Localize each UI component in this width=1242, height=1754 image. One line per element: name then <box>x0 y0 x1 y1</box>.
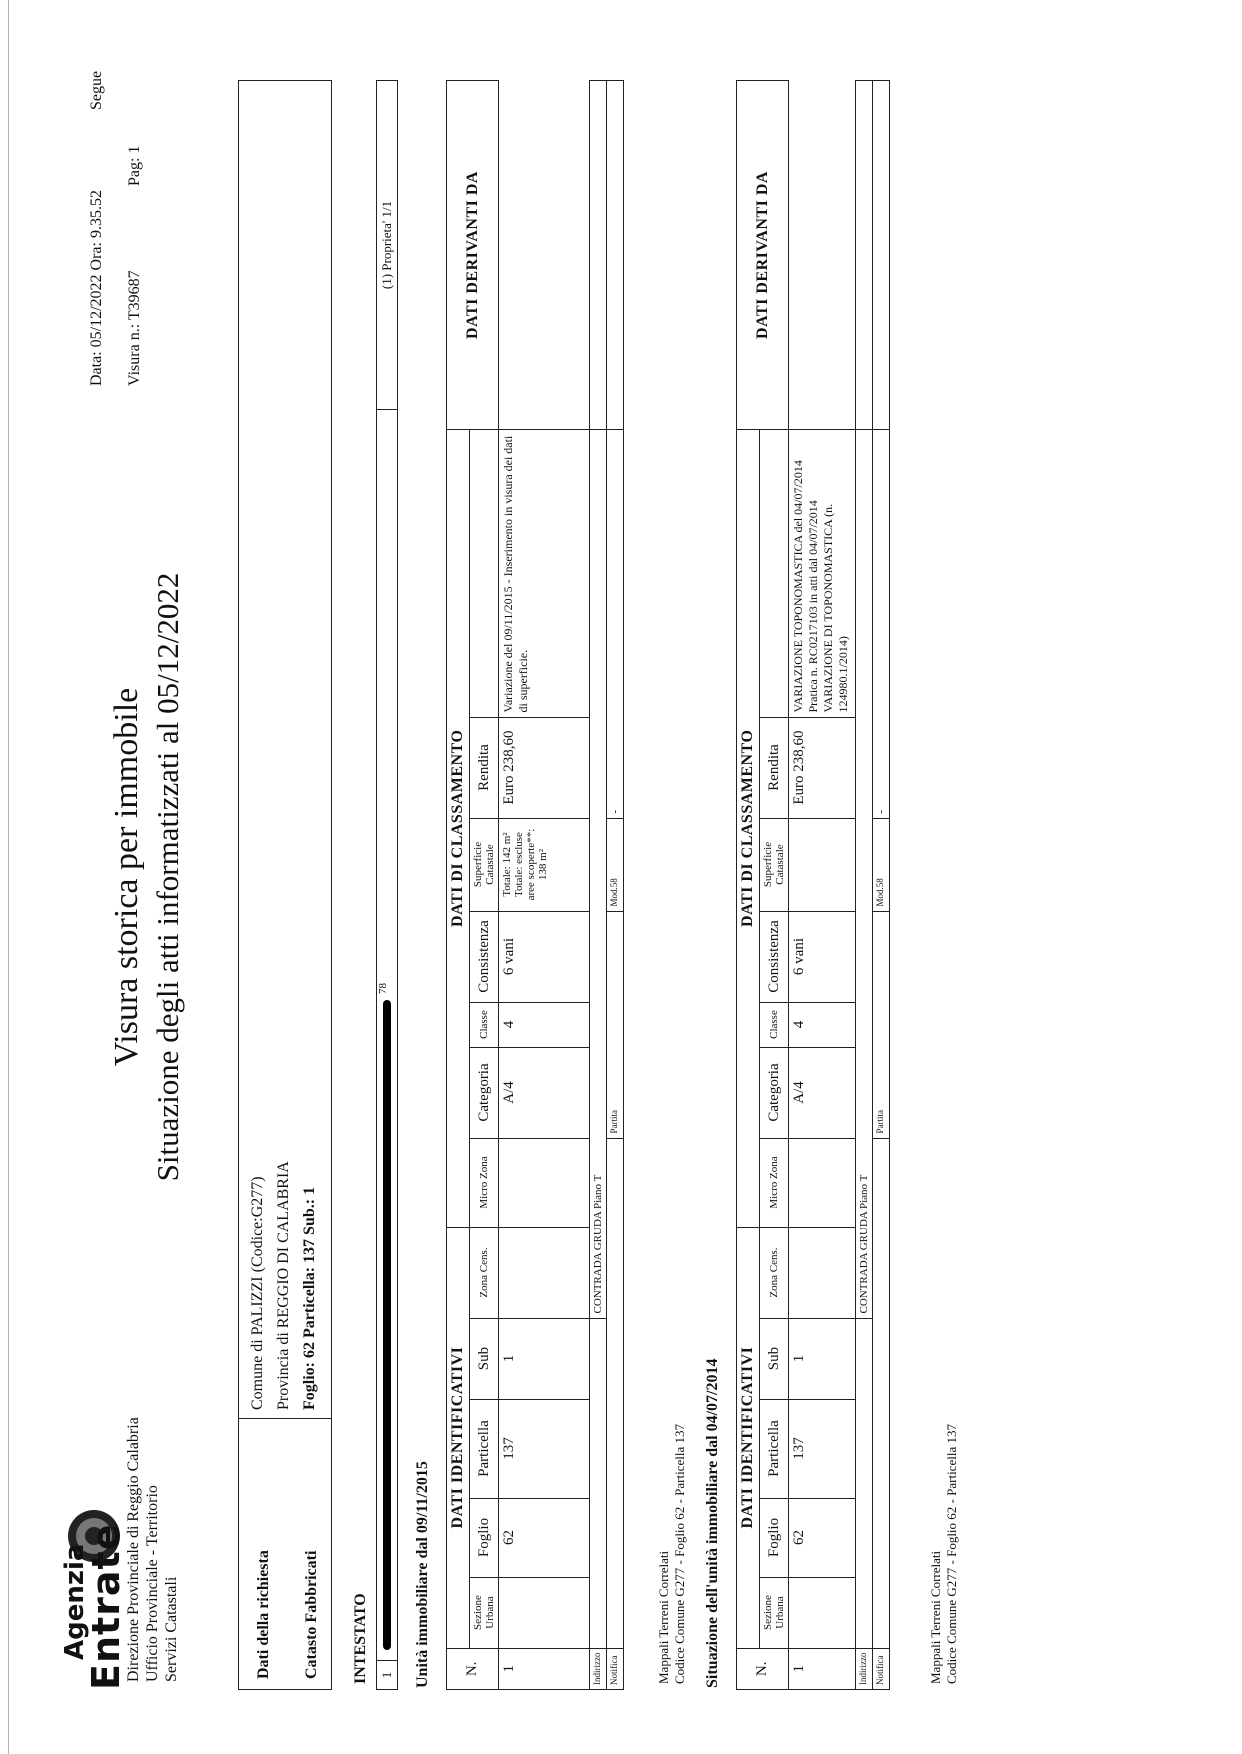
indirizzo-label-2: Indirizzo <box>856 1648 873 1689</box>
row-categoria-2: A/4 <box>789 1047 856 1138</box>
office-line-3: Servizi Catastali <box>163 1576 180 1682</box>
group-dati-derivanti: DATI DERIVANTI DA <box>447 81 499 430</box>
indirizzo-blank <box>590 81 607 430</box>
intestato-name-cell <box>377 410 398 1661</box>
mappali-value-2: Codice Comune G277 - Foglio 62 - Particella 137 <box>944 1424 959 1684</box>
col-particella: Particella <box>470 1399 499 1498</box>
col-rendita-2: Rendita <box>760 717 789 818</box>
group-dati-identificativi-2: DATI IDENTIFICATIVI <box>737 1227 760 1648</box>
group-dati-classamento-2: DATI DI CLASSAMENTO <box>737 430 760 1228</box>
col-micro-2: Micro Zona <box>760 1138 789 1227</box>
indirizzo-spacer <box>590 1318 607 1648</box>
col-foglio-2: Foglio <box>760 1498 789 1577</box>
col-particella-2: Particella <box>760 1399 789 1498</box>
intestato-row-number: 1 <box>377 1661 398 1690</box>
row-rendita: Euro 238,60 <box>499 717 590 818</box>
request-label: Dati della richiesta <box>255 1550 272 1679</box>
row-derivanti: Variazione del 09/11/2015 - Inserimento in visura dei dati di superficie. <box>499 430 590 718</box>
row-derivanti-2: VARIAZIONE TOPONOMASTICA del 04/07/2014 Pratica n. RC0217103 in atti dal 04/07/2014 VARIAZIONE DI TOPONOMASTICA (n. 124980.1/2014) <box>789 430 856 718</box>
col-n: N. <box>447 1648 499 1689</box>
mappali-title-1: Mappali Terreni Correlati <box>656 1550 671 1684</box>
mod-label-2: Mod.58 <box>873 818 890 911</box>
scan-edge-line <box>8 0 9 1754</box>
provincia: Provincia di REGGIO DI CALABRIA <box>275 1161 292 1410</box>
row-n-2: 1 <box>789 1648 856 1689</box>
mod-label: Mod.58 <box>607 818 624 911</box>
indirizzo-value-2: CONTRADA GRUDA Piano T <box>856 430 873 1319</box>
col-superficie: Superficie Catastale <box>470 818 499 911</box>
row-categoria: A/4 <box>499 1047 590 1138</box>
notifica-value: - <box>607 430 624 819</box>
row-classe: 4 <box>499 1002 590 1047</box>
group-dati-derivanti-2: DATI DERIVANTI DA <box>737 81 789 430</box>
indirizzo-blank-2 <box>856 81 873 430</box>
intestato-right-cell: (1) Proprieta' 1/1 <box>377 81 398 410</box>
indirizzo-label: Indirizzo <box>590 1648 607 1689</box>
group-dati-classamento: DATI DI CLASSAMENTO <box>447 430 470 1228</box>
col-zona-2: Zona Cens. <box>760 1227 789 1318</box>
mappali-title-2: Mappali Terreni Correlati <box>928 1550 943 1684</box>
col-categoria: Categoria <box>470 1047 499 1138</box>
request-label-cell <box>239 1419 332 1690</box>
indirizzo-value: CONTRADA GRUDA Piano T <box>590 430 607 1319</box>
col-zona: Zona Cens. <box>470 1227 499 1318</box>
row-classe-2: 4 <box>789 1002 856 1047</box>
row-micro-2 <box>789 1138 856 1227</box>
row-particella: 137 <box>499 1399 590 1498</box>
col-foglio: Foglio <box>470 1498 499 1577</box>
group-dati-identificativi: DATI IDENTIFICATIVI <box>447 1227 470 1648</box>
logo-text-agenzia: Agenzia <box>60 1543 90 1660</box>
section2-table <box>736 80 890 1690</box>
notifica-blank-2 <box>873 81 890 430</box>
col-n-2: N. <box>737 1648 789 1689</box>
row-superficie: Totale: 142 m² Totale: escluse aree scoperte**: 138 m² <box>499 818 590 911</box>
visura-number: Visura n.: T39687 <box>126 270 143 386</box>
row-sezione <box>499 1577 590 1648</box>
col-sezione: Sezione Urbana <box>470 1577 499 1648</box>
foglio-particella-sub: Foglio: 62 Particella: 137 Sub.: 1 <box>301 1186 318 1410</box>
intestato-name-suffix: 78 <box>377 983 389 994</box>
col-superficie-2: Superficie Catastale <box>760 818 789 911</box>
col-micro: Micro Zona <box>470 1138 499 1227</box>
col-categoria-2: Categoria <box>760 1047 789 1138</box>
date-time: Data: 05/12/2022 Ora: 9.35.52 <box>88 190 105 386</box>
col-sub: Sub <box>470 1318 499 1399</box>
partita-label-2: Partita <box>873 911 890 1138</box>
redaction-bar <box>383 1000 391 1650</box>
row-consistenza-2: 6 vani <box>789 911 856 1002</box>
col-classe-2: Classe <box>760 1002 789 1047</box>
intestato-table <box>376 80 398 1690</box>
intestato-heading: INTESTATO <box>352 1593 369 1684</box>
notifica-value-2: - <box>873 430 890 819</box>
row-foglio-2: 62 <box>789 1498 856 1577</box>
request-values-cell <box>239 81 332 1419</box>
request-box <box>238 80 332 1690</box>
section1-table <box>446 80 624 1690</box>
col-consistenza: Consistenza <box>470 911 499 1002</box>
catasto-label: Catasto Fabbricati <box>303 1550 320 1679</box>
row-particella-2: 137 <box>789 1399 856 1498</box>
row-superficie-2 <box>789 818 856 911</box>
page-title: Visura storica per immobile <box>108 687 145 1067</box>
row-n: 1 <box>499 1648 590 1689</box>
segue-label: Segue <box>88 70 105 110</box>
row-micro <box>499 1138 590 1227</box>
notifica-spacer <box>607 1138 624 1648</box>
col-sezione-2: Sezione Urbana <box>760 1577 789 1648</box>
comune: Comune di PALIZZI (Codice:G277) <box>249 1176 266 1410</box>
row-rendita-2: Euro 238,60 <box>789 717 856 818</box>
row-zona-2 <box>789 1227 856 1318</box>
indirizzo-spacer-2 <box>856 1318 873 1648</box>
col-consistenza-2: Consistenza <box>760 911 789 1002</box>
section2-heading: Situazione dell'unità immobiliare dal 04/07/2014 <box>704 1358 721 1688</box>
table-row <box>499 81 590 1690</box>
notifica-blank <box>607 81 624 430</box>
section1-heading: Unità immobiliare dal 09/11/2015 <box>414 1461 431 1688</box>
notifica-label: Notifica <box>607 1648 624 1689</box>
partita-label: Partita <box>607 911 624 1138</box>
mappali-value-1: Codice Comune G277 - Foglio 62 - Particella 137 <box>672 1424 687 1684</box>
col-sub-2: Sub <box>760 1318 789 1399</box>
page-subtitle: Situazione degli atti informatizzati al 05/12/2022 <box>150 572 185 1182</box>
table-row <box>789 81 856 1690</box>
col-rendita: Rendita <box>470 717 499 818</box>
row-sezione-2 <box>789 1577 856 1648</box>
notifica-label-2: Notifica <box>873 1648 890 1689</box>
row-consistenza: 6 vani <box>499 911 590 1002</box>
office-line-2: Ufficio Provinciale - Territorio <box>144 1485 161 1682</box>
logo-text-entrate: Entrate <box>84 1523 128 1690</box>
row-sub: 1 <box>499 1318 590 1399</box>
col-classe: Classe <box>470 1002 499 1047</box>
row-zona <box>499 1227 590 1318</box>
notifica-spacer-2 <box>873 1138 890 1648</box>
row-foglio: 62 <box>499 1498 590 1577</box>
office-line-1: Direzione Provinciale di Reggio Calabria <box>125 1417 142 1682</box>
row-sub-2: 1 <box>789 1318 856 1399</box>
page-number: Pag: 1 <box>126 145 143 186</box>
